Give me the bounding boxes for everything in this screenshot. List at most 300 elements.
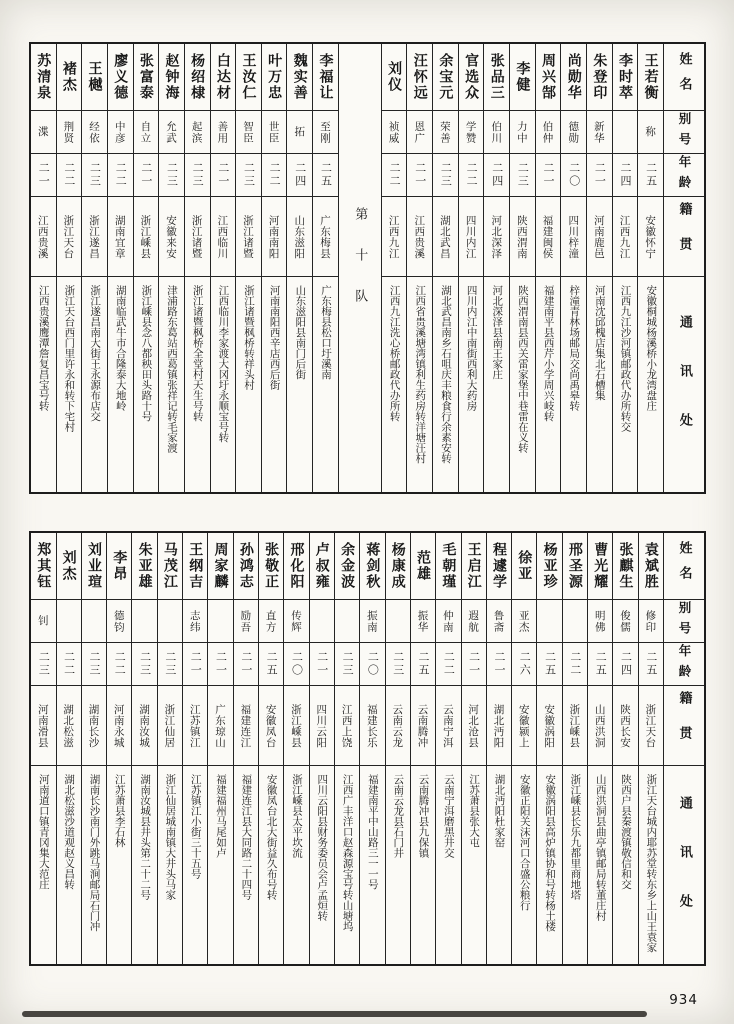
- person-native-place: 安徽凤台: [259, 686, 283, 766]
- person-address: 江西九江洗心桥邮政代办所转: [388, 285, 401, 422]
- person-column: [31, 533, 55, 964]
- person-alias: 祯威: [382, 111, 407, 154]
- person-address: 福建福州马尾如卢: [215, 774, 228, 858]
- person-age: 二四: [484, 154, 509, 197]
- person-native-place: 江西贵溪: [31, 197, 56, 277]
- person-native-place: 湖南汝城: [132, 686, 156, 766]
- person-column: [261, 44, 287, 492]
- person-address: 山东滋阳县南门后街: [294, 285, 307, 380]
- person-column: [359, 533, 384, 964]
- person-alias: 亚杰: [512, 600, 536, 643]
- person-name: 褚杰: [57, 44, 82, 111]
- person-alias: 明佛: [588, 600, 612, 643]
- person-address: 云南腾冲县九保镇: [417, 774, 430, 858]
- roster-table-bottom: [29, 531, 706, 966]
- header-name: 姓名: [664, 533, 704, 600]
- header-alias: 别号: [664, 600, 704, 643]
- person-age: 二〇: [284, 643, 308, 686]
- person-native-place: 四川内江: [459, 197, 484, 277]
- person-age: 二二: [436, 643, 460, 686]
- person-native-place: 江西临川: [211, 197, 236, 277]
- person-alias: 学赞: [459, 111, 484, 154]
- person-column: [587, 533, 612, 964]
- person-column: [258, 533, 283, 964]
- person-age: 二四: [287, 154, 312, 197]
- person-native-place: 湖南长沙: [82, 686, 106, 766]
- person-alias: 渫: [31, 111, 56, 154]
- person-age: 二五: [313, 154, 338, 197]
- person-column: [235, 44, 261, 492]
- person-age: 二六: [512, 643, 536, 686]
- person-native-place: 浙江诸暨: [236, 197, 261, 277]
- person-column: [207, 533, 232, 964]
- person-address: 江西贵溪鹰潭詹复昌宝号转: [37, 285, 50, 411]
- person-name: 蒋剑秋: [360, 533, 384, 600]
- person-alias: 励吾: [234, 600, 258, 643]
- person-native-place: 安徽怀宁: [638, 197, 663, 277]
- person-name: 廖义德: [108, 44, 133, 111]
- person-name: 苏清泉: [31, 44, 56, 111]
- person-name: 郑其钰: [31, 533, 55, 600]
- person-age: 二三: [158, 643, 182, 686]
- person-native-place: 浙江诸暨: [185, 197, 210, 277]
- person-native-place: 浙江天台: [57, 197, 82, 277]
- person-column: [106, 533, 131, 964]
- person-name: 刘业瑄: [82, 533, 106, 600]
- person-column: [81, 533, 106, 964]
- person-age: 二四: [613, 643, 637, 686]
- person-column: [432, 44, 458, 492]
- person-column: [81, 44, 107, 492]
- person-native-place: 河南鹿邑: [587, 197, 612, 277]
- person-address: 湖南汝城县井头第二十二号: [139, 774, 152, 900]
- person-column: [184, 44, 210, 492]
- person-native-place: 安徽涡阳: [537, 686, 561, 766]
- person-address: 浙江天台城内耶苏堂转东乡上山王袁家: [645, 774, 658, 953]
- person-name: 杨康成: [386, 533, 410, 600]
- person-column: [334, 533, 359, 964]
- person-address: 福建南平中山路三一一号: [366, 774, 379, 890]
- header-age: 年龄: [664, 154, 704, 197]
- person-name: 邢化阳: [284, 533, 308, 600]
- person-native-place: 福建连江: [234, 686, 258, 766]
- person-alias: 志纬: [183, 600, 207, 643]
- person-name: 李健: [510, 44, 535, 111]
- person-age: 二五: [259, 643, 283, 686]
- person-name: 赵钟海: [159, 44, 184, 111]
- person-address: 浙江遂昌南大街王永源布店交: [89, 285, 102, 422]
- column-headers: [663, 533, 704, 964]
- person-age: 二三: [335, 643, 359, 686]
- person-age: 二三: [132, 643, 156, 686]
- person-column: [286, 44, 312, 492]
- person-alias: 振华: [411, 600, 435, 643]
- person-native-place: 四川云阳: [310, 686, 334, 766]
- person-address: 湖北沔阳杜家窑: [493, 774, 506, 848]
- person-native-place: 江西九江: [382, 197, 407, 277]
- person-address: 浙江天台西门里许永和转下宅村: [63, 285, 76, 432]
- person-native-place: 河北沧县: [462, 686, 486, 766]
- person-age: 二三: [31, 643, 55, 686]
- person-native-place: 浙江天台: [639, 686, 663, 766]
- person-age: 二三: [82, 154, 107, 197]
- person-name: 邢圣源: [563, 533, 587, 600]
- person-address: 安徽涡阳县高炉镇协和号转杨土楼: [544, 774, 557, 932]
- person-address: 云南宁洱磨黑井交: [442, 774, 455, 858]
- person-name: 官选众: [459, 44, 484, 111]
- header-place: 籍贯: [664, 686, 704, 766]
- person-native-place: 云南腾冲: [411, 686, 435, 766]
- person-column: [586, 44, 612, 492]
- person-age: 二二: [57, 643, 81, 686]
- person-native-place: 江西上饶: [335, 686, 359, 766]
- person-column: [56, 533, 81, 964]
- person-alias: 起滨: [185, 111, 210, 154]
- person-column: [406, 44, 432, 492]
- person-alias: 称: [638, 111, 663, 154]
- person-name: 朱登印: [587, 44, 612, 111]
- person-column: [107, 44, 133, 492]
- person-alias: 钊: [31, 600, 55, 643]
- person-age: 二三: [510, 154, 535, 197]
- person-name: 徐亚: [512, 533, 536, 600]
- person-address: 陕西户县秦渡镇敬信和交: [620, 774, 633, 890]
- person-alias: 伯仲: [536, 111, 561, 154]
- column-headers: [663, 44, 704, 492]
- person-name: 王纲吉: [183, 533, 207, 600]
- person-column: [483, 44, 509, 492]
- header-address: 通讯处: [676, 315, 692, 462]
- person-alias: 直方: [259, 600, 283, 643]
- person-column: [157, 533, 182, 964]
- person-alias: 智臣: [236, 111, 261, 154]
- person-name: 尚勋华: [561, 44, 586, 111]
- person-age: 二五: [638, 154, 663, 197]
- person-native-place: 陕西渭南: [510, 197, 535, 277]
- person-address: 江苏萧县李石林: [113, 774, 126, 848]
- person-column: [410, 533, 435, 964]
- header-place: 籍贯: [664, 197, 704, 277]
- person-age: 二二: [459, 154, 484, 197]
- person-column: [560, 44, 586, 492]
- person-alias: 允武: [159, 111, 184, 154]
- person-address: 江西省贵溪塘湾镇利生药房转洋塘汪村: [414, 285, 427, 464]
- person-alias: 遐航: [462, 600, 486, 643]
- person-alias: 善用: [211, 111, 236, 154]
- person-address: 四川内江中南街西利大药房: [465, 285, 478, 411]
- person-alias: 自立: [134, 111, 159, 154]
- person-age: 二三: [386, 643, 410, 686]
- person-native-place: 福建长乐: [360, 686, 384, 766]
- person-name: 王汝仁: [236, 44, 261, 111]
- person-column: [182, 533, 207, 964]
- person-name: 毛朝瑾: [436, 533, 460, 600]
- person-age: 二二: [262, 154, 287, 197]
- person-column: [309, 533, 334, 964]
- person-column: [562, 533, 587, 964]
- person-native-place: 广东梅县: [313, 197, 338, 277]
- person-alias: [613, 111, 638, 154]
- person-name: 余宝元: [433, 44, 458, 111]
- person-name: 李时萃: [613, 44, 638, 111]
- person-native-place: 四川梓潼: [561, 197, 586, 277]
- person-alias: 德钧: [107, 600, 131, 643]
- person-alias: [563, 600, 587, 643]
- person-age: 二一: [462, 643, 486, 686]
- person-address: 浙江诸暨枫桥全堂村天生号转: [191, 285, 204, 422]
- person-address: 江西九江沙河镇邮政代办所转交: [619, 285, 632, 432]
- person-age: 二一: [536, 154, 561, 197]
- person-age: 二一: [310, 643, 334, 686]
- person-column: [131, 533, 156, 964]
- person-column: [435, 533, 460, 964]
- person-age: 二〇: [360, 643, 384, 686]
- header-alias: 别号: [664, 111, 704, 154]
- person-alias: 振南: [360, 600, 384, 643]
- person-address: 河南沈邱槐店集北石槽集: [593, 285, 606, 401]
- person-address: 陕西渭南县西关雷家堡中巷雷在义转: [516, 285, 529, 453]
- person-native-place: 湖北沔阳: [487, 686, 511, 766]
- person-address: 湖南临武牛市合隆泰大地岭: [114, 285, 127, 411]
- person-name: 刘杰: [57, 533, 81, 600]
- person-alias: 传辉: [284, 600, 308, 643]
- person-address: 福建连江县大同路二十四号: [240, 774, 253, 900]
- person-age: 二一: [31, 154, 56, 197]
- person-column: [133, 44, 159, 492]
- person-age: 二二: [563, 643, 587, 686]
- person-address: 津浦路东葛站西葛镇张祥记转毛家渡: [166, 285, 179, 453]
- person-alias: [57, 600, 81, 643]
- person-alias: 世臣: [262, 111, 287, 154]
- person-native-place: 福建闽侯: [536, 197, 561, 277]
- person-alias: [537, 600, 561, 643]
- person-address: 河北深泽县南王家庄: [491, 285, 504, 380]
- person-column: [511, 533, 536, 964]
- person-column: [536, 533, 561, 964]
- person-column: [210, 44, 236, 492]
- person-age: 二五: [588, 643, 612, 686]
- person-alias: 荣善: [433, 111, 458, 154]
- person-alias: 德勋: [561, 111, 586, 154]
- person-age: 二二: [108, 154, 133, 197]
- person-native-place: 浙江仙居: [158, 686, 182, 766]
- person-name: 卢叔雍: [310, 533, 334, 600]
- person-age: 二一: [234, 643, 258, 686]
- person-native-place: 湖南宜章: [108, 197, 133, 277]
- person-address: 山西洪洞县曲亭镇邮局转董庄村: [594, 774, 607, 921]
- person-native-place: 河南南阳: [262, 197, 287, 277]
- person-address: 湖南长沙南门外跳马涧邮局石门冲: [88, 774, 101, 932]
- person-address: 河南南阳西辛店西后街: [268, 285, 281, 390]
- person-name: 张敬正: [259, 533, 283, 600]
- header-name: 姓名: [664, 44, 704, 111]
- person-age: 二四: [613, 154, 638, 197]
- person-column: [233, 533, 258, 964]
- person-native-place: 河南永城: [107, 686, 131, 766]
- person-name: 王启江: [462, 533, 486, 600]
- person-age: 二三: [185, 154, 210, 197]
- person-age: 二一: [587, 154, 612, 197]
- person-name: 曹光耀: [588, 533, 612, 600]
- person-address: 河南道口镇青冈集大范庄: [37, 774, 50, 890]
- person-alias: [158, 600, 182, 643]
- person-alias: 至刚: [313, 111, 338, 154]
- person-column: [381, 44, 407, 492]
- scan-artifact: [22, 1011, 647, 1017]
- person-address: 云南云龙县石门井: [392, 774, 405, 858]
- person-native-place: 广东琼山: [208, 686, 232, 766]
- person-column: [31, 44, 56, 492]
- person-address: 浙江诸暨枫桥转祥头村: [243, 285, 255, 390]
- person-name: 李福让: [313, 44, 338, 111]
- person-name: 王樾: [82, 44, 107, 111]
- person-native-place: 湖北武昌: [433, 197, 458, 277]
- person-age: 二一: [211, 154, 236, 197]
- person-alias: 伯川: [484, 111, 509, 154]
- person-alias: 力中: [510, 111, 535, 154]
- person-native-place: 云南宁洱: [436, 686, 460, 766]
- person-name: 周兴郜: [536, 44, 561, 111]
- person-name: 李昂: [107, 533, 131, 600]
- person-name: 程遽学: [487, 533, 511, 600]
- person-name: 杨亚珍: [537, 533, 561, 600]
- person-alias: [82, 600, 106, 643]
- person-column: [612, 533, 637, 964]
- person-column: [535, 44, 561, 492]
- person-address: 江西临川李家渡大冈圩永顺宝号转: [217, 285, 230, 443]
- person-alias: [386, 600, 410, 643]
- page-number: 934: [669, 992, 698, 1008]
- person-name: 范雄: [411, 533, 435, 600]
- person-native-place: 山西洪洞: [588, 686, 612, 766]
- person-native-place: 河南滑县: [31, 686, 55, 766]
- person-address: 湖北武昌南乡石咀庆丰粮食行余素安转: [439, 285, 452, 464]
- person-alias: [132, 600, 156, 643]
- person-alias: 拓: [287, 111, 312, 154]
- person-column: [637, 44, 663, 492]
- person-age: 二五: [411, 643, 435, 686]
- person-native-place: 浙江嵊县: [563, 686, 587, 766]
- person-name: 孙鸿志: [234, 533, 258, 600]
- person-native-place: 山东滋阳: [287, 197, 312, 277]
- person-column: [385, 533, 410, 964]
- person-address: 浙江仙居城南镇大井头马家: [164, 774, 177, 900]
- person-name: 张富泰: [134, 44, 159, 111]
- person-native-place: 陕西长安: [613, 686, 637, 766]
- person-name: 汪怀远: [407, 44, 432, 111]
- person-native-place: 河北深泽: [484, 197, 509, 277]
- person-alias: 鲁斋: [487, 600, 511, 643]
- person-address: 安徽凤台北大街益久布号转: [265, 774, 278, 900]
- person-age: 二三: [433, 154, 458, 197]
- person-alias: 新华: [587, 111, 612, 154]
- roster-table-top: [29, 42, 706, 494]
- person-column: [486, 533, 511, 964]
- header-address: 通讯处: [676, 795, 692, 943]
- person-alias: 俊儒: [613, 600, 637, 643]
- person-address: 浙江嵊县太平坎流: [290, 774, 303, 858]
- person-name: 王若衡: [638, 44, 663, 111]
- person-column: [458, 44, 484, 492]
- person-age: 二二: [57, 154, 82, 197]
- person-age: 二三: [236, 154, 261, 197]
- person-address: 梓潼青林场邮局交尚禹皋转: [568, 285, 581, 411]
- person-age: 二一: [183, 643, 207, 686]
- person-name: 马茂江: [158, 533, 182, 600]
- person-address: 浙江嵊县念八都秧田头路十号: [140, 285, 153, 422]
- person-age: 二〇: [561, 154, 586, 197]
- person-alias: [335, 600, 359, 643]
- person-alias: 修印: [639, 600, 663, 643]
- person-native-place: 安徽颍上: [512, 686, 536, 766]
- person-native-place: 江西贵溪: [407, 197, 432, 277]
- person-age: 二二: [107, 643, 131, 686]
- person-native-place: 安徽来安: [159, 197, 184, 277]
- person-name: 白达材: [211, 44, 236, 111]
- person-age: 二一: [134, 154, 159, 197]
- person-address: 广东梅县松口圩溪南: [319, 285, 332, 380]
- person-column: [509, 44, 535, 492]
- person-name: 袁斌胜: [639, 533, 663, 600]
- person-column: [283, 533, 308, 964]
- person-name: 张品三: [484, 44, 509, 111]
- person-address: 江苏镇江小街三十五号: [189, 774, 202, 879]
- squad-divider-column: [338, 44, 381, 492]
- person-name: 周家麟: [208, 533, 232, 600]
- person-name: 朱亚雄: [132, 533, 156, 600]
- person-alias: 中彦: [108, 111, 133, 154]
- person-address: 湖北松滋沙道观赵义昌转: [63, 774, 76, 890]
- person-alias: [208, 600, 232, 643]
- person-age: 二三: [82, 643, 106, 686]
- person-alias: [310, 600, 334, 643]
- person-name: 杨绍棣: [185, 44, 210, 111]
- person-age: 二一: [407, 154, 432, 197]
- person-alias: 恩广: [407, 111, 432, 154]
- person-alias: 仲南: [436, 600, 460, 643]
- person-native-place: 浙江嵊县: [134, 197, 159, 277]
- person-native-place: 云南云龙: [386, 686, 410, 766]
- person-name: 余金波: [335, 533, 359, 600]
- person-column: [612, 44, 638, 492]
- person-address: 安徽正阳关沫河口合盛公粮行: [518, 774, 531, 911]
- person-age: 二五: [639, 643, 663, 686]
- person-native-place: 浙江遂昌: [82, 197, 107, 277]
- header-age: 年龄: [664, 643, 704, 686]
- person-alias: 荆贤: [57, 111, 82, 154]
- person-address: 江西广丰洋口赵森源宝号转山塘坞: [341, 774, 354, 932]
- person-column: [56, 44, 82, 492]
- person-column: [638, 533, 663, 964]
- person-alias: 经依: [82, 111, 107, 154]
- person-column: [312, 44, 338, 492]
- person-name: 张麒生: [613, 533, 637, 600]
- person-age: 二一: [208, 643, 232, 686]
- person-address: 福建南平县西芹小学周兴岐转: [542, 285, 555, 422]
- person-address: 安徽桐城杨溪桥小龙湾盘庄: [645, 285, 658, 411]
- person-address: 四川云阳县财务委员会卢孟烜转: [316, 774, 329, 921]
- person-column: [158, 44, 184, 492]
- person-name: 叶万忠: [262, 44, 287, 111]
- person-age: 二二: [382, 154, 407, 197]
- person-native-place: 浙江嵊县: [284, 686, 308, 766]
- person-native-place: 江西九江: [613, 197, 638, 277]
- person-age: 二五: [537, 643, 561, 686]
- person-age: 二一: [487, 643, 511, 686]
- person-name: 魏实善: [287, 44, 312, 111]
- person-native-place: 湖北松滋: [57, 686, 81, 766]
- person-name: 刘仪: [382, 44, 407, 111]
